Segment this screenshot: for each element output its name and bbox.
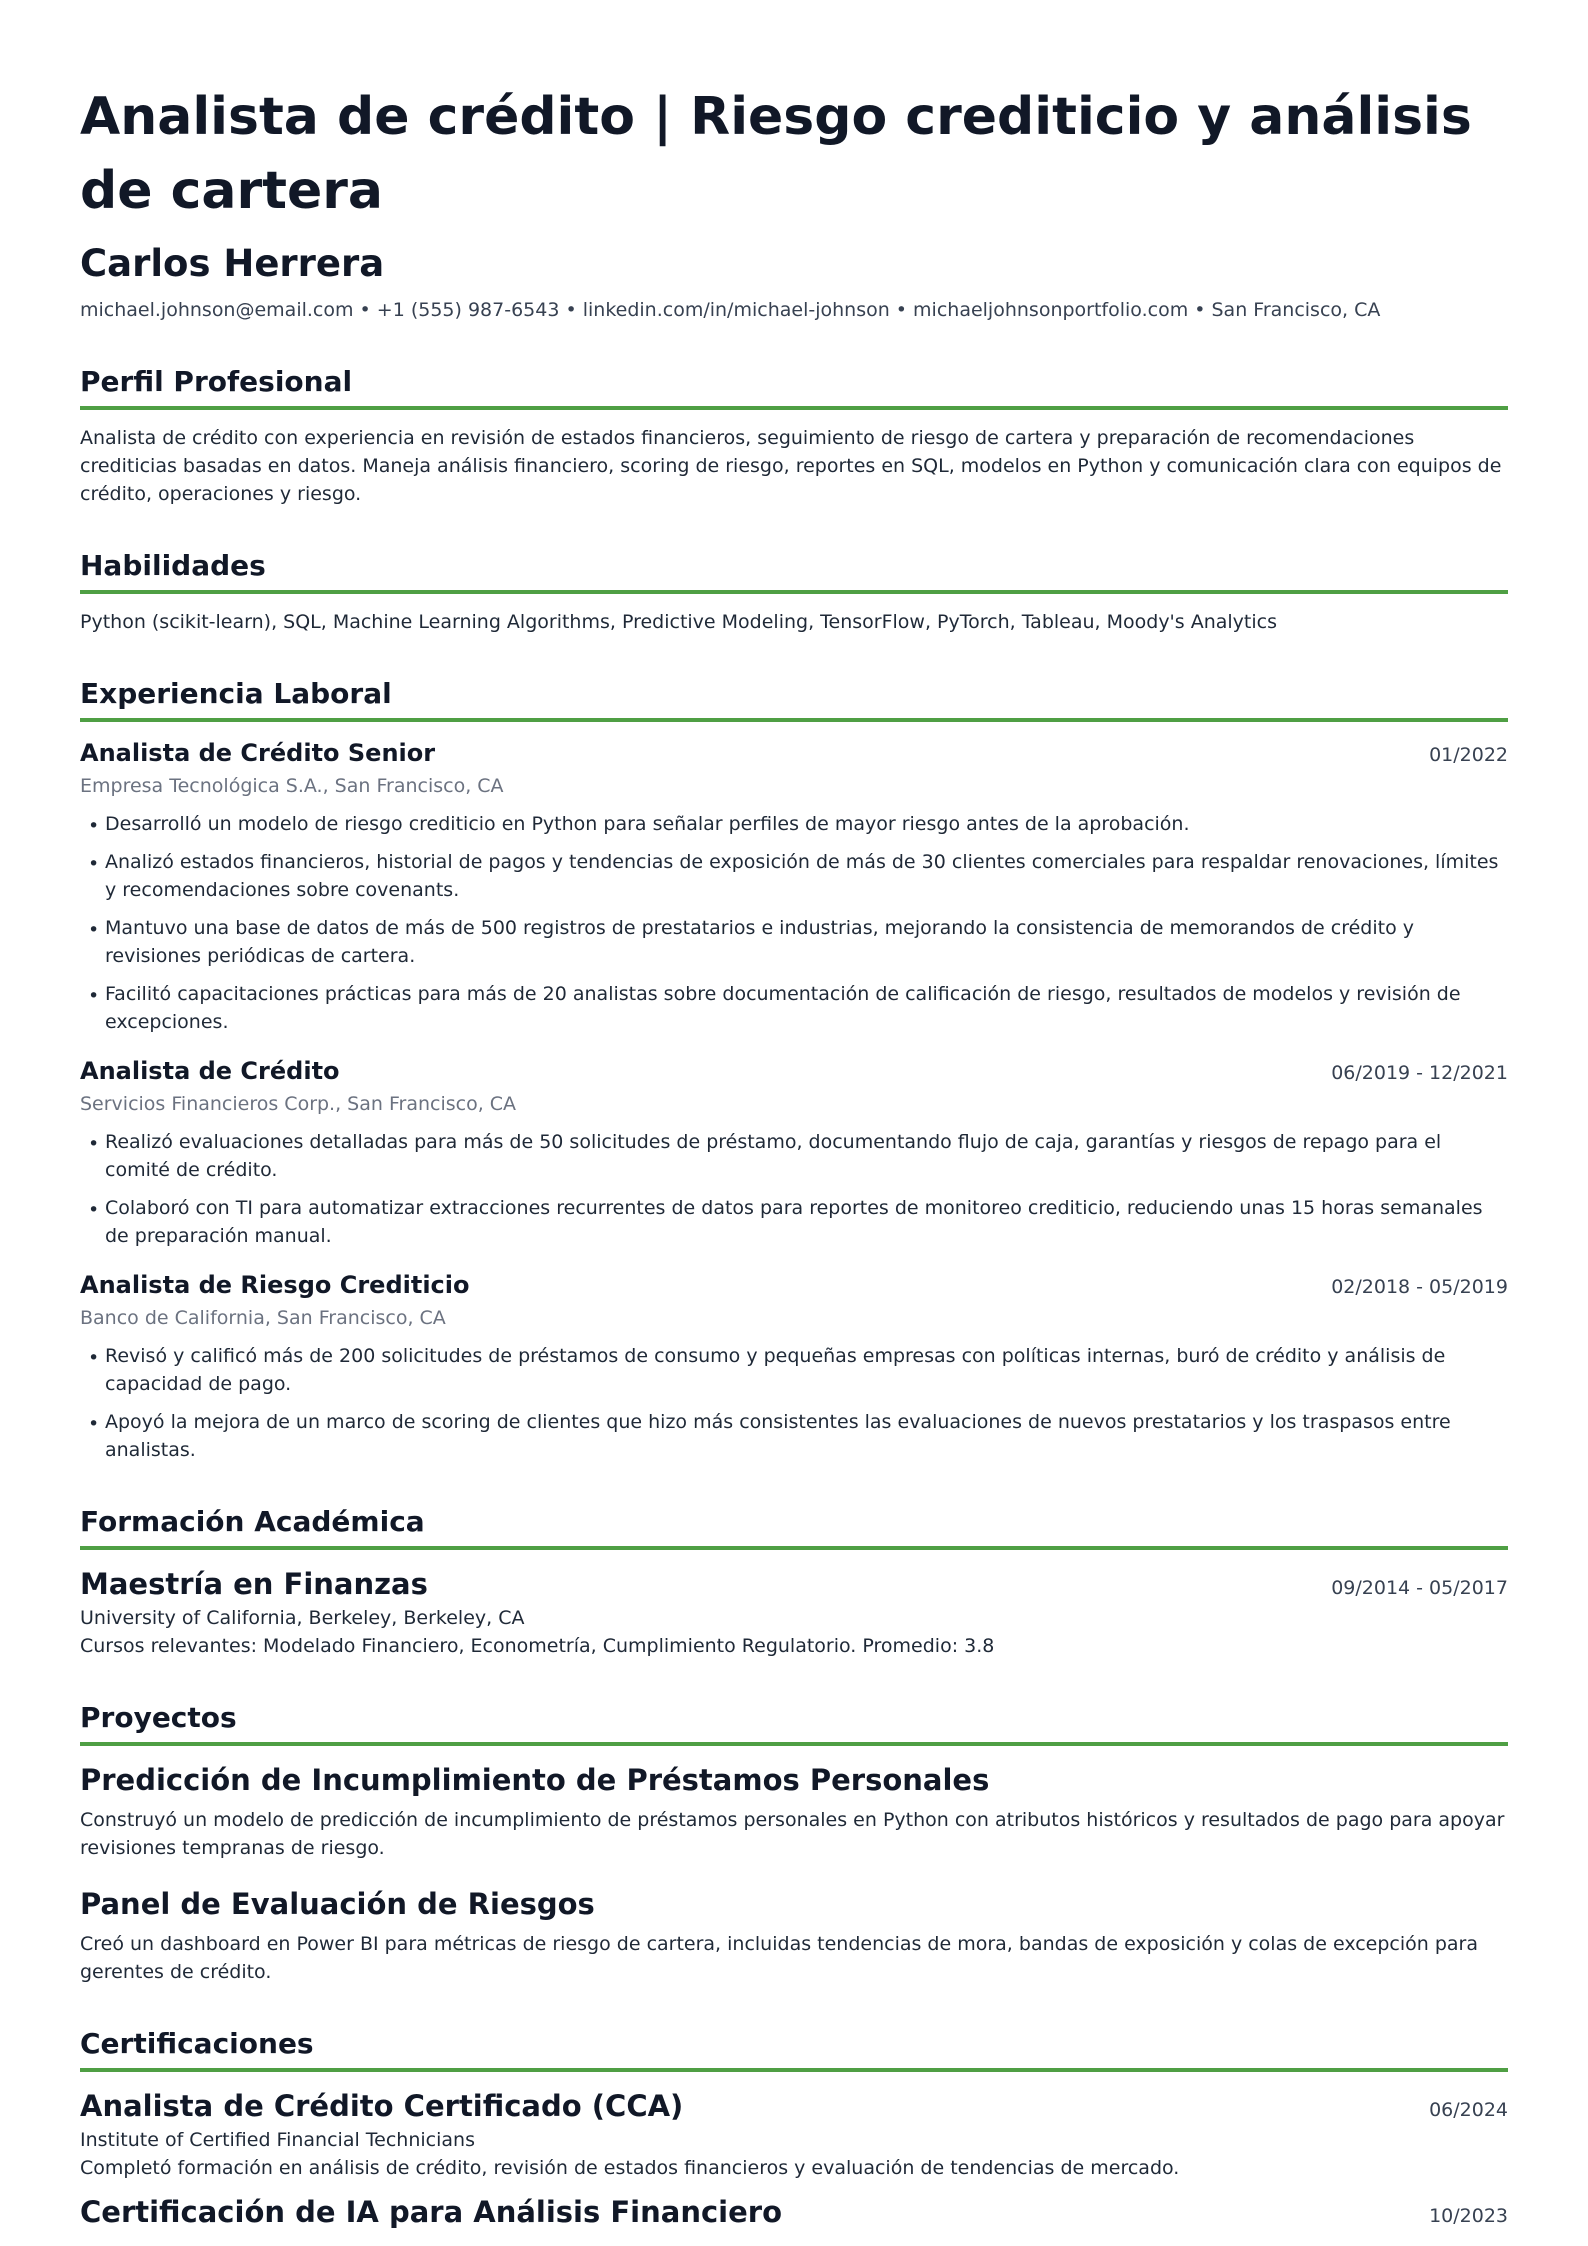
job-company: Banco de California, San Francisco, CA bbox=[80, 1307, 446, 1329]
skills-section bbox=[80, 548, 1508, 636]
job-entry bbox=[80, 1054, 1508, 1250]
education-section bbox=[80, 1504, 1508, 1660]
contact-line: michael.johnson@email.com • +1 (555) 987-6543 • linkedin.com/in/michael-johnson • michaeljohnsonportfolio.com • San Francisco, CA bbox=[80, 299, 1381, 321]
bullet-item bbox=[80, 980, 1508, 1036]
job-bullets bbox=[80, 1128, 1508, 1250]
certification-description: Completó formación en análisis de crédito, revisión de estados financieros y evaluación de tendencias de mercado. bbox=[80, 2157, 1180, 2179]
bullet-item bbox=[80, 1128, 1508, 1184]
bullet-dot-icon: • bbox=[88, 1347, 100, 1369]
job-company: Servicios Financieros Corp., San Francisco, CA bbox=[80, 1093, 517, 1115]
education-heading: Formación Académica bbox=[80, 1504, 1508, 1550]
resume-page bbox=[80, 80, 1508, 2232]
job-entry bbox=[80, 736, 1508, 1036]
certifications-heading: Certificaciones bbox=[80, 2026, 1508, 2072]
certification-entry bbox=[80, 2192, 1508, 2232]
bullet-dot-icon: • bbox=[88, 815, 100, 837]
bullet-text: Realizó evaluaciones detalladas para más de 50 solicitudes de préstamo, documentando flujo de caja, garantías y riesgos de repago para el comité de crédito. bbox=[105, 1131, 1442, 1181]
bullet-item bbox=[80, 848, 1508, 904]
candidate-name: Carlos Herrera bbox=[80, 242, 385, 285]
bullet-dot-icon: • bbox=[88, 1199, 100, 1221]
bullet-item bbox=[80, 810, 1508, 838]
project-entry bbox=[80, 1760, 1508, 1862]
certification-title: Analista de Crédito Certificado (CCA) bbox=[80, 2089, 684, 2123]
certification-title: Certificación de IA para Análisis Financiero bbox=[80, 2195, 782, 2229]
bullet-dot-icon: • bbox=[88, 1133, 100, 1155]
bullet-item bbox=[80, 1408, 1508, 1464]
resume-title: Analista de crédito | Riesgo crediticio y análisis de cartera bbox=[80, 87, 1472, 221]
bullet-item bbox=[80, 914, 1508, 970]
job-bullets bbox=[80, 1342, 1508, 1464]
bullet-dot-icon: • bbox=[88, 919, 100, 941]
bullet-item bbox=[80, 1194, 1508, 1250]
job-date: 06/2019 - 12/2021 bbox=[1331, 1062, 1508, 1084]
projects-section bbox=[80, 1700, 1508, 1986]
job-company: Empresa Tecnológica S.A., San Francisco, CA bbox=[80, 775, 504, 797]
skills-heading: Habilidades bbox=[80, 548, 1508, 594]
bullet-item bbox=[80, 1342, 1508, 1398]
project-title: Predicción de Incumplimiento de Préstamos Personales bbox=[80, 1763, 990, 1797]
bullet-dot-icon: • bbox=[88, 1413, 100, 1435]
project-description: Construyó un modelo de predicción de incumplimiento de préstamos personales en Python con atributos históricos y resultados de pago para apoyar revisiones tempranas de riesgo. bbox=[80, 1809, 1505, 1859]
bullet-dot-icon: • bbox=[88, 853, 100, 875]
job-date: 02/2018 - 05/2019 bbox=[1331, 1276, 1508, 1298]
certification-date: 06/2024 bbox=[1429, 2099, 1508, 2121]
project-title: Panel de Evaluación de Riesgos bbox=[80, 1887, 595, 1921]
experience-heading: Experiencia Laboral bbox=[80, 676, 1508, 722]
certification-date: 10/2023 bbox=[1429, 2205, 1508, 2227]
bullet-text: Analizó estados financieros, historial de pagos y tendencias de exposición de más de 30 clientes comerciales para respaldar renovaciones, límites y recomendaciones sobre covenants. bbox=[105, 851, 1499, 901]
school-name: University of California, Berkeley, Berkeley, CA bbox=[80, 1607, 525, 1629]
job-title: Analista de Crédito Senior bbox=[80, 739, 436, 767]
job-date: 01/2022 bbox=[1429, 744, 1508, 766]
certifications-section bbox=[80, 2026, 1508, 2232]
job-title: Analista de Riesgo Crediticio bbox=[80, 1271, 470, 1299]
job-bullets bbox=[80, 810, 1508, 1036]
job-title: Analista de Crédito bbox=[80, 1057, 340, 1085]
experience-section bbox=[80, 676, 1508, 1464]
bullet-text: Facilitó capacitaciones prácticas para más de 20 analistas sobre documentación de calificación de riesgo, resultados de modelos y revisión de excepciones. bbox=[105, 983, 1461, 1033]
certification-entry bbox=[80, 2086, 1508, 2182]
degree-title: Maestría en Finanzas bbox=[80, 1567, 428, 1601]
skills-text: Python (scikit-learn), SQL, Machine Learning Algorithms, Predictive Modeling, TensorFlow, PyTorch, Tableau, Moody's Analytics bbox=[80, 611, 1277, 633]
bullet-text: Revisó y calificó más de 200 solicitudes de préstamos de consumo y pequeñas empresas con políticas internas, buró de crédito y análisis de capacidad de pago. bbox=[105, 1345, 1446, 1395]
bullet-dot-icon: • bbox=[88, 985, 100, 1007]
bullet-text: Apoyó la mejora de un marco de scoring de clientes que hizo más consistentes las evaluaciones de nuevos prestatarios y los traspasos entre analistas. bbox=[105, 1411, 1451, 1461]
job-entry bbox=[80, 1268, 1508, 1464]
profile-text: Analista de crédito con experiencia en revisión de estados financieros, seguimiento de riesgo de cartera y preparación de recomendaciones crediticias basadas en datos. Maneja análisis financiero, scoring de riesgo, reportes en SQL, modelos en Python y comunicación clara con equipos de crédito, operaciones y riesgo. bbox=[80, 427, 1502, 505]
profile-heading: Perfil Profesional bbox=[80, 364, 1508, 410]
bullet-text: Mantuvo una base de datos de más de 500 registros de prestatarios e industrias, mejorando la consistencia de memorandos de crédito y revisiones periódicas de cartera. bbox=[105, 917, 1414, 967]
bullet-text: Desarrolló un modelo de riesgo crediticio en Python para señalar perfiles de mayor riesgo antes de la aprobación. bbox=[105, 813, 1190, 835]
certification-issuer: Institute of Certified Financial Technicians bbox=[80, 2129, 475, 2151]
project-description: Creó un dashboard en Power BI para métricas de riesgo de cartera, incluidas tendencias de mora, bandas de exposición y colas de excepción para gerentes de crédito. bbox=[80, 1933, 1479, 1983]
education-details: Cursos relevantes: Modelado Financiero, Econometría, Cumplimiento Regulatorio. Promedio: 3.8 bbox=[80, 1635, 995, 1657]
projects-heading: Proyectos bbox=[80, 1700, 1508, 1746]
profile-section bbox=[80, 364, 1508, 508]
bullet-text: Colaboró con TI para automatizar extracciones recurrentes de datos para reportes de monitoreo crediticio, reduciendo unas 15 horas semanales de preparación manual. bbox=[105, 1197, 1483, 1247]
project-entry bbox=[80, 1884, 1508, 1986]
education-date: 09/2014 - 05/2017 bbox=[1331, 1577, 1508, 1599]
